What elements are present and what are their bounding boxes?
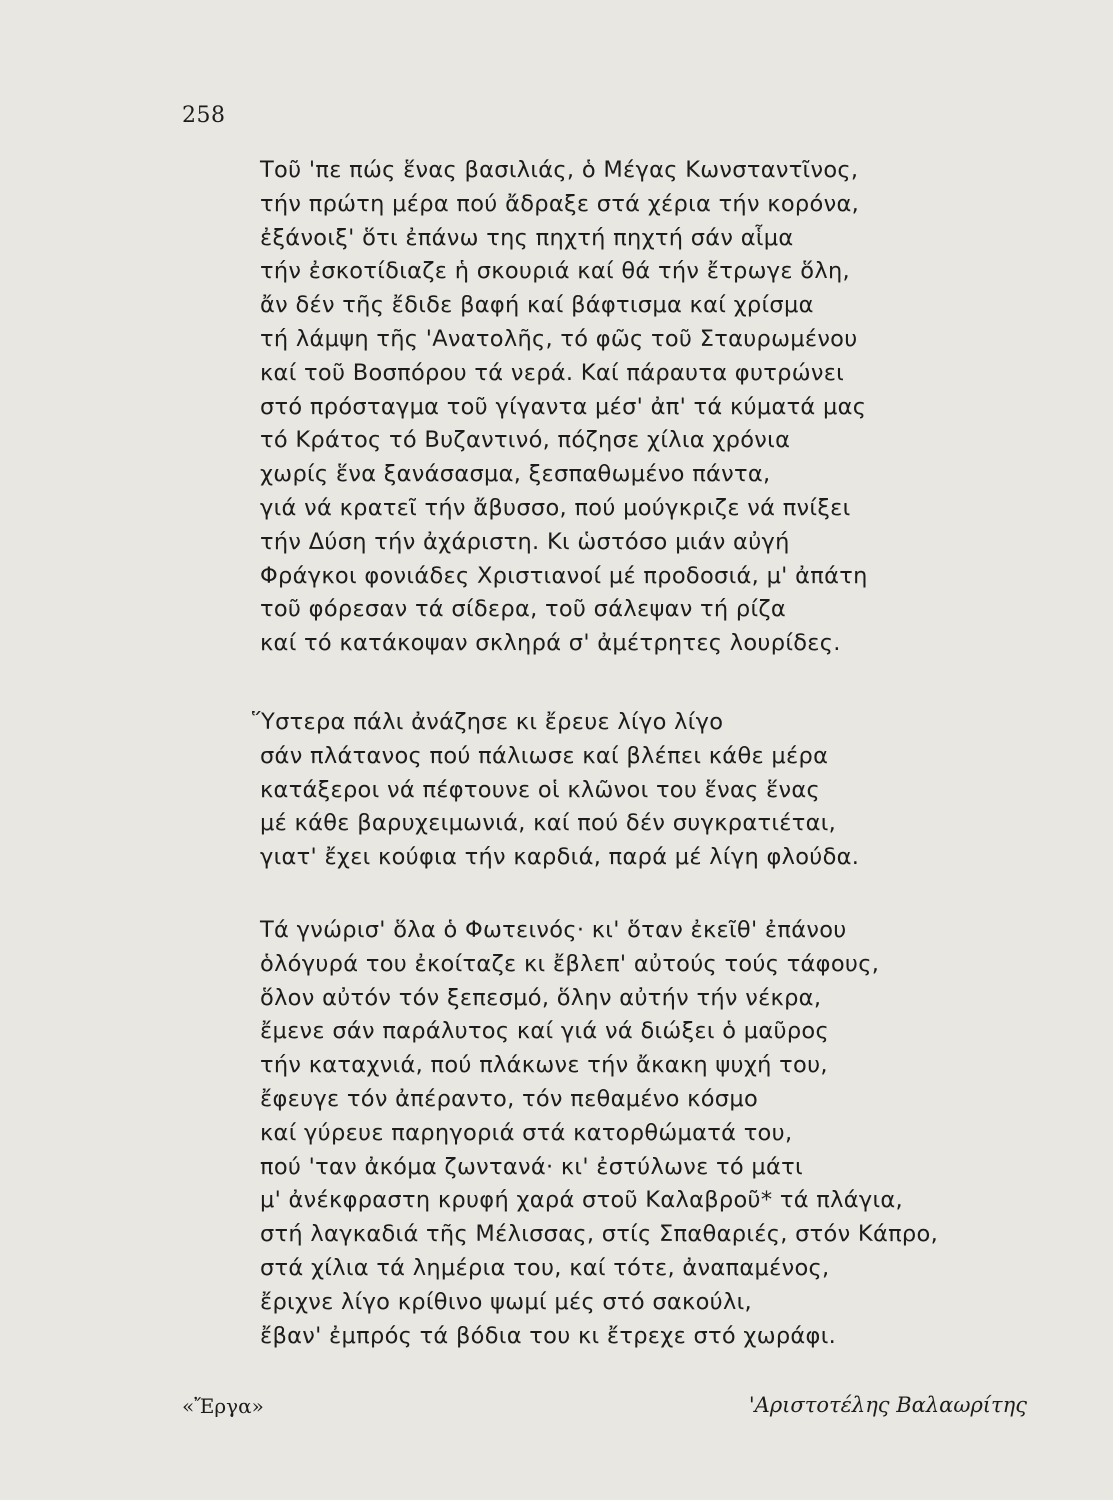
verse-line: γιατ' ἔχει κούφια τήν καρδιά, παρά μέ λίγη φλούδα. (260, 844, 860, 871)
verse-line: ἐξάνοιξ' ὅτι ἐπάνω της πηχτή πηχτή σάν αἷμα (260, 224, 794, 251)
verse-line: ἄν δέν τῆς ἔδιδε βαφή καί βάφτισμα καί χρίσμα (260, 292, 814, 319)
verse-line: Τοῦ 'πε πώς ἕνας βασιλιάς, ὁ Μέγας Κωνσταντῖνος, (260, 157, 859, 183)
verse-line: τήν πρώτη μέρα πού ἄδραξε στά χέρια τήν κορόνα, (260, 190, 860, 217)
verse-line: τήν Δύση τήν ἀχάριστη. Κι ὡστόσο μιάν αὐγή (260, 528, 790, 555)
page-number: 258 (182, 103, 226, 128)
verse-line: ἔφευγε τόν ἀπέραντο, τόν πεθαμένο κόσμο (260, 1085, 759, 1112)
stanza-1 (260, 154, 868, 661)
verse-line: τήν καταχνιά, πού πλάκωνε τήν ἄκακη ψυχή του, (260, 1052, 828, 1079)
verse-line: κατάξεροι νά πέφτουνε οἱ κλῶνοι του ἕνας ἕνας (260, 776, 821, 803)
footer-author: 'Αριστοτέλης Βαλαωρίτης (748, 1393, 1027, 1417)
verse-line: Ὕστερα πάλι ἀνάζησε κι ἔρευε λίγο λίγο (252, 709, 724, 735)
verse-line: τό Κράτος τό Βυζαντινό, πόζησε χίλια χρόνια (260, 427, 791, 454)
verse-line: ἔμενε σάν παράλυτος καί γιά νά διώξει ὁ μαῦρος (260, 1018, 829, 1045)
verse-line: μ' ἀνέκφραστη κρυφή χαρά στοῦ Καλαβροῦ* τά πλάγια, (260, 1187, 903, 1214)
verse-line: μέ κάθε βαρυχειμωνιά, καί πού δέν συγκρατιέται, (260, 810, 837, 837)
verse-line: Φράγκοι φονιάδες Χριστιανοί μέ προδοσιά, μ' ἀπάτη (260, 562, 868, 589)
verse-line: χωρίς ἕνα ξανάσασμα, ξεσπαθωμένο πάντα, (260, 461, 771, 488)
stanza-3 (260, 914, 938, 1353)
verse-line: σάν πλάτανος πού πάλιωσε καί βλέπει κάθε μέρα (260, 742, 829, 769)
stanza-2 (252, 706, 860, 875)
verse-line: ἔβαν' ἐμπρός τά βόδια του κι ἔτρεχε στό χωράφι. (260, 1322, 837, 1349)
verse-line: τή λάμψη τῆς 'Ανατολῆς, τό φῶς τοῦ Σταυρωμένου (260, 325, 858, 352)
verse-line: καί τό κατάκοψαν σκληρά σ' ἀμέτρητες λουρίδες. (260, 630, 841, 657)
verse-line: τοῦ φόρεσαν τά σίδερα, τοῦ σάλεψαν τή ρίζα (260, 596, 787, 623)
verse-line: γιά νά κρατεῖ τήν ἄβυσσο, πού μούγκριζε νά πνίξει (260, 494, 851, 521)
verse-line: καί τοῦ Βοσπόρου τά νερά. Καί πάραυτα φυτρώνει (260, 359, 845, 386)
verse-line: στά χίλια τά λημέρια του, καί τότε, ἀναπαμένος, (260, 1254, 830, 1281)
verse-line: ἔριχνε λίγο κρίθινο ψωμί μές στό σακούλι, (260, 1288, 752, 1315)
verse-line: ὁλόγυρά του ἐκοίταζε κι ἔβλεπ' αὐτούς τούς τάφους, (260, 950, 880, 977)
verse-line: πού 'ταν ἀκόμα ζωντανά· κι' ἐστύλωνε τό μάτι (260, 1153, 803, 1180)
verse-line: τήν ἐσκοτίδιαζε ἡ σκουριά καί θά τήν ἔτρωγε ὅλη, (260, 258, 850, 285)
verse-line: καί γύρευε παρηγοριά στά κατορθώματά του, (260, 1119, 793, 1146)
footer-book-title: «Ἔργα» (182, 1394, 264, 1418)
verse-line: στή λαγκαδιά τῆς Μέλισσας, στίς Σπαθαριές, στόν Κάπρο, (260, 1221, 939, 1248)
verse-line: Τά γνώρισ' ὅλα ὁ Φωτεινός· κι' ὅταν ἐκεῖθ' ἐπάνου (260, 917, 847, 943)
verse-line: στό πρόσταγμα τοῦ γίγαντα μέσ' ἀπ' τά κύματά μας (260, 393, 867, 420)
verse-line: ὅλον αὐτόν τόν ξεπεσμό, ὅλην αὐτήν τήν νέκρα, (260, 984, 822, 1011)
